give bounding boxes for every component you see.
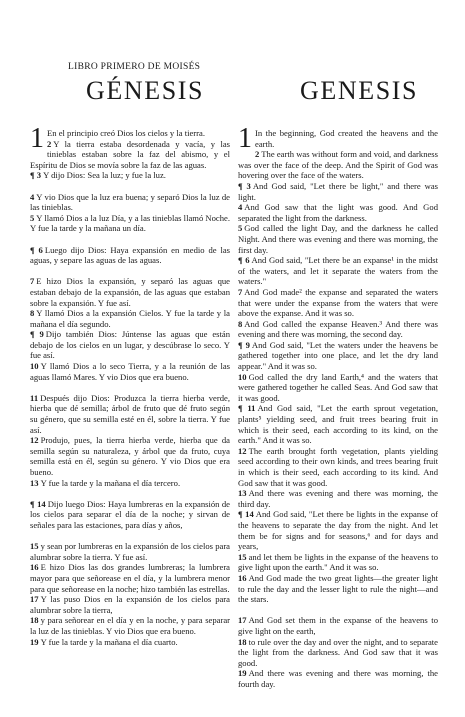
verse-number: ¶ 9 [30, 329, 44, 340]
verse-text: Y dijo Dios: Sea la luz; y fue la luz. [43, 170, 166, 181]
verse-number: ¶ 14 [30, 498, 46, 509]
verse [238, 340, 438, 372]
verse-text: Dijo luego Dios: Haya lumbreras en la expansión de los cielos para separar el día de la noche; y sirvan de señales para las estaciones, para días y años, [30, 498, 230, 530]
verse-text: And God said, "Let the earth sprout vegetation, plants⁵ yielding seed, and fruit trees bearing fruit in which is their seed, each according to its kind, on the earth." And it was so. [238, 403, 438, 446]
verse-number: 13 [30, 477, 39, 488]
verse-number: 17 [30, 594, 39, 605]
verse [30, 170, 230, 181]
verse-number: 16 [238, 572, 247, 583]
verse [30, 393, 230, 435]
verse-text: Y fue la tarde y la mañana el día tercero. [40, 477, 181, 488]
verse-number: ¶ 14 [238, 509, 254, 520]
spanish-title: GÉNESIS [86, 76, 205, 105]
verse-text: The earth brought forth vegetation, plants yielding seed according to their own kinds, and trees bearing fruit in which is their seed, each according to its kind. And God saw that it was good. [238, 445, 438, 488]
verse [30, 329, 230, 361]
verse-number: 10 [30, 361, 39, 372]
verse-text: And God said, "Let the waters under the heavens be gathered together into one place, and let the dry land appear." And it was so. [238, 339, 439, 372]
verse [238, 255, 438, 287]
verse-text: Y las puso Dios en la expansión de los cielos para alumbrar sobre la tierra, [30, 594, 230, 615]
verse-text: God called the light Day, and the darkness he called Night. And there was evening and there was morning, the first day. [238, 223, 438, 255]
verse [238, 403, 438, 445]
verse [238, 319, 438, 340]
verse-number: 18 [30, 615, 39, 626]
verse-text: And God called the expanse Heaven.³ And there was evening and there was morning, the second day. [238, 318, 438, 340]
verse [30, 541, 230, 562]
verse [238, 668, 438, 689]
verse-text: Y fue la tarde y la mañana el día cuarto. [40, 636, 178, 647]
english-column [238, 123, 439, 689]
verse-number: 4 [238, 202, 243, 213]
verse-number: ¶ 11 [238, 403, 256, 414]
verse-number: 7 [30, 276, 35, 287]
verse-number: 17 [238, 615, 247, 626]
verse-text: to rule over the day and over the night, and to separate the light from the darkness. And God saw that it was good. [238, 636, 438, 668]
verse-number: 12 [238, 445, 247, 456]
verse-number: 13 [238, 488, 247, 499]
verse-number: ¶ 6 [238, 255, 250, 266]
verse-number: 19 [238, 668, 247, 679]
verse-number: 11 [30, 392, 39, 403]
verse [238, 488, 438, 509]
verse-text: Y la tierra estaba desordenada y vacía, y las tinieblas estaban sobre la faz del abismo, y el Espíritu de Dios se movía sobre la faz de las aguas. [30, 138, 230, 170]
verse [30, 637, 230, 648]
verse-text: In the beginning, God created the heavens and the earth. [255, 128, 438, 149]
verse-text: And God said, "Let there be lights in the expanse of the heavens to separate the day from the night. And let them be for signs and for seasons,⁶ and for days and years, [238, 509, 438, 552]
verse-text: God called the dry land Earth,⁴ and the waters that were gathered together he called Seas. And God saw that it was good. [238, 371, 438, 403]
verse-text: And God set them in the expanse of the heavens to give light on the earth, [238, 615, 438, 636]
verse-text: E hizo Dios las dos grandes lumbreras; la lumbrera mayor para que señorease en el día, y la lumbrera menor para que señorease en la noche; hizo también las estrellas. [30, 562, 230, 594]
verse [238, 552, 438, 573]
verse-text: Dijo también Dios: Júntense las aguas que están debajo de los cielos en un lugar, y descúbrase lo seco. Y fue así. [30, 329, 230, 361]
verse [238, 637, 438, 669]
verse-number: 4 [30, 191, 35, 202]
verse-number: 2 [47, 138, 52, 149]
verse-number: 12 [30, 435, 39, 446]
verse-text: And God said, "Let there be an expanse¹ in the midst of the waters, and let it separate the waters from the waters." [238, 255, 438, 287]
verse-text: En el principio creó Dios los cielos y la tierra. [47, 128, 205, 138]
verse [238, 181, 438, 202]
verse-number: 10 [238, 371, 247, 382]
verse [30, 361, 230, 382]
verse-text: Y llamó Dios a lo seco Tierra, y a la reunión de las aguas llamó Mares. Y vio Dios que era bueno. [30, 361, 230, 382]
verse-number: 18 [238, 636, 247, 647]
verse [30, 308, 230, 329]
verse-text: Y vio Dios que la luz era buena; y separó Dios la luz de las tinieblas. [30, 191, 230, 213]
verse-text: y sean por lumbreras en la expansión de los cielos para alumbrar sobre la tierra. Y fue así. [30, 541, 230, 562]
verse [30, 499, 230, 531]
verse-number: 8 [238, 318, 243, 329]
verse [238, 372, 438, 404]
verse-text: Y llamó Dios a la expansión Cielos. Y fue la tarde y la mañana el día segundo. [30, 308, 230, 329]
verse-text: And there was evening and there was morning, the third day. [238, 488, 438, 509]
verse [238, 287, 438, 319]
verse-number: ¶ 3 [30, 170, 42, 181]
verse [238, 615, 438, 636]
verse [238, 573, 438, 605]
chapter-number: 1 [30, 123, 44, 154]
verse [238, 123, 438, 154]
verse-number: 5 [30, 212, 35, 223]
verse-number: 7 [238, 286, 243, 297]
verse-text: y para señorear en el día y en la noche, y para separar la luz de las tinieblas. Y vio Dios que era bueno. [30, 615, 230, 636]
verse-number: 15 [30, 541, 39, 552]
verse [238, 509, 438, 551]
verse-text: Después dijo Dios: Produzca la tierra hierba verde, hierba que dé semilla; árbol de fruto que dé fruto según su género, que su semilla esté en él, sobre la tierra. Y fue así. [30, 392, 230, 435]
verse-number: 16 [30, 562, 39, 573]
verse [30, 435, 230, 477]
verse [30, 139, 230, 171]
verse [30, 213, 230, 234]
verse-number: ¶ 6 [30, 244, 43, 255]
verse-text: And there was evening and there was morning, the fourth day. [238, 668, 438, 689]
verse-text: And God made the two great lights—the greater light to rule the day and the lesser light to rule the night—and the stars. [238, 572, 438, 605]
verse [30, 245, 230, 266]
verse-number: 5 [238, 223, 243, 234]
english-title: GENESIS [300, 76, 419, 105]
verse [30, 192, 230, 213]
verse-number: ¶ 9 [238, 339, 250, 350]
verse-text: Produjo, pues, la tierra hierba verde, hierba que da semilla según su naturaleza, y árbol que da fruto, cuya semilla está en él, según su género. Y vio Dios que era bueno. [30, 435, 230, 477]
verse-number: ¶ 3 [238, 180, 251, 191]
verse-text: and let them be lights in the expanse of the heavens to give light upon the earth." And it was so. [238, 551, 438, 573]
verse-text: And God made² the expanse and separated the waters that were under the expanse from the waters that were above the expanse. And it was so. [238, 286, 438, 319]
chapter-number: 1 [238, 123, 252, 154]
verse-text: E hizo Dios la expansión, y separó las aguas que estaban debajo de la expansión, de las aguas que estaban sobre la expansión. Y fue así. [30, 276, 230, 308]
verse-number: 2 [255, 149, 260, 160]
verse-text: The earth was without form and void, and darkness was over the face of the deep. And the Spirit of God was hovering over the face of the waters. [238, 149, 438, 181]
book-header: LIBRO PRIMERO DE MOISÉS [68, 62, 201, 72]
verse-text: Luego dijo Dios: Haya expansión en medio de las aguas, y separe las aguas de las aguas. [30, 244, 231, 266]
verse-text: Y llamó Dios a la luz Día, y a las tinieblas llamó Noche. Y fue la tarde y la mañana un día. [30, 212, 230, 234]
verse [30, 276, 230, 308]
verse [30, 478, 230, 489]
spanish-column [30, 123, 231, 647]
verse-number: 15 [238, 551, 247, 562]
verse [238, 202, 438, 223]
verse-number: 8 [30, 308, 35, 319]
verse [238, 223, 438, 255]
verse-number: 19 [30, 636, 39, 647]
verse [238, 446, 438, 488]
verse [30, 594, 230, 615]
verse [238, 149, 438, 181]
verse [30, 615, 230, 636]
verse-text: And God said, "Let there be light," and there was light. [238, 180, 438, 202]
verse-text: And God saw that the light was good. And God separated the light from the darkness. [238, 202, 438, 223]
verse [30, 562, 230, 594]
